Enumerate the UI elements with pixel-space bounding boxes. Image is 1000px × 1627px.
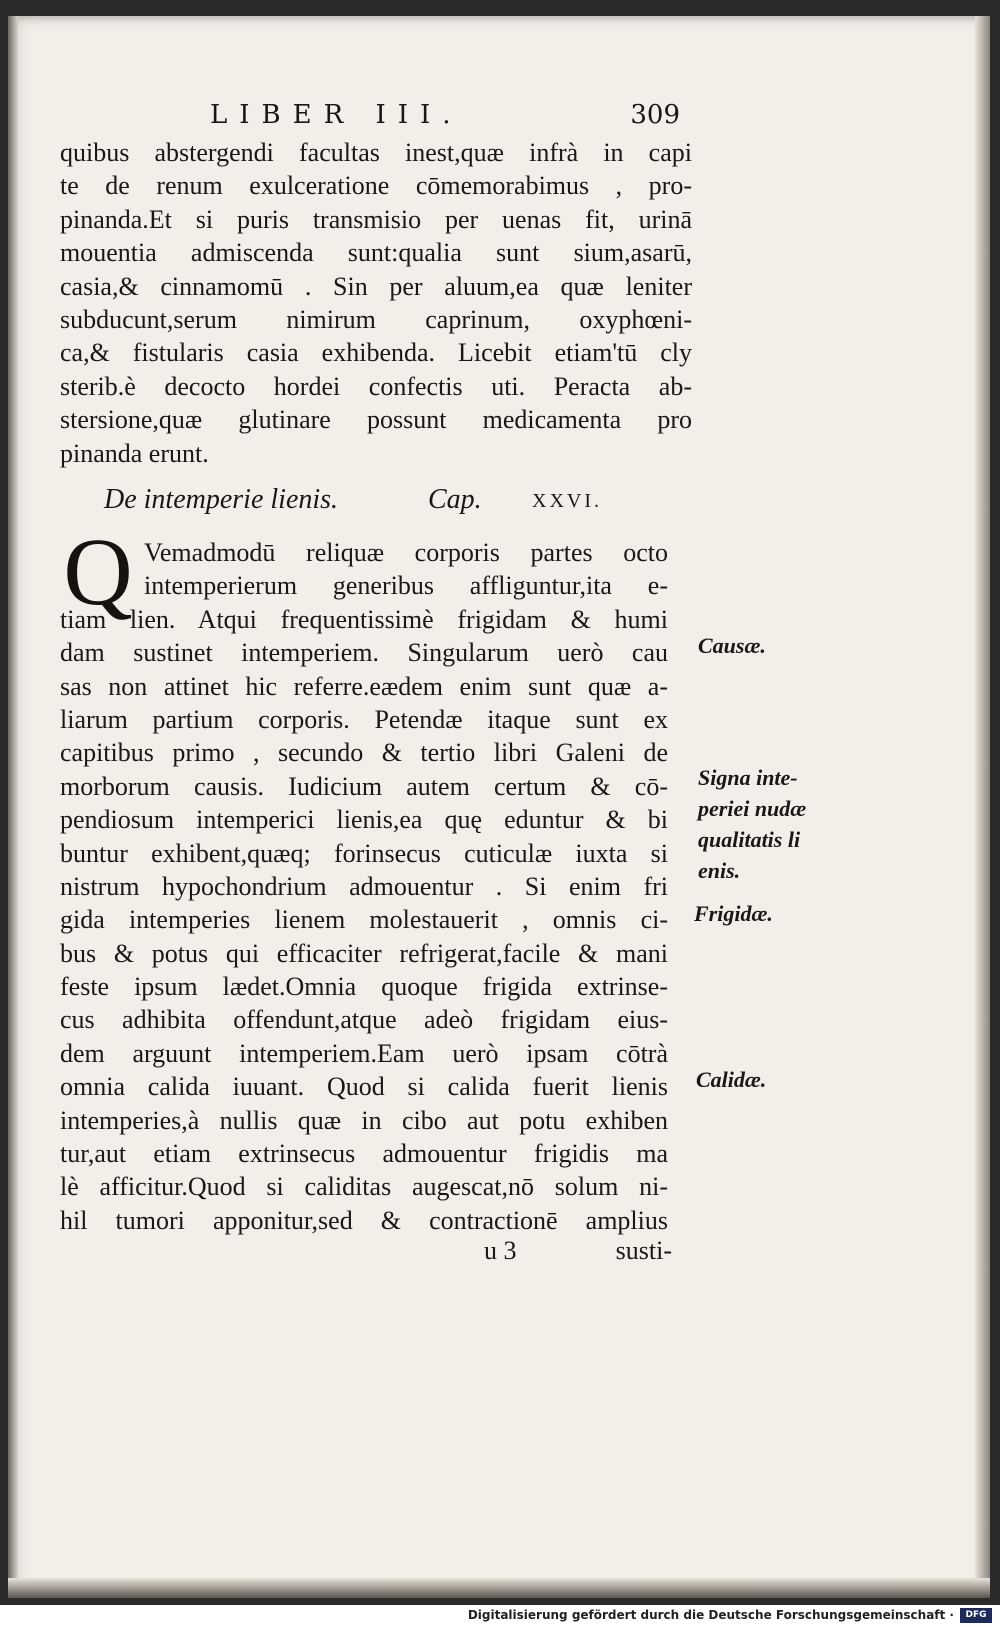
running-title: LIBER III.	[210, 100, 463, 130]
margin-note-signa	[698, 762, 806, 886]
text-line: buntur exhibent,quæq; forinsecus cuticulæ iuxta si	[60, 838, 668, 868]
margin-note-calidae: Calidæ.	[696, 1067, 767, 1092]
text-line: tur,aut etiam extrinsecus admouentur frigidis ma	[60, 1139, 668, 1169]
footer-bar	[0, 1605, 1000, 1627]
page-number: 309	[630, 100, 680, 130]
text-line: liarum partium corporis. Petendæ itaque sunt ex	[60, 704, 668, 734]
text-line: quibus abstergendi facultas inest,quæ infrà in capi	[60, 138, 692, 167]
page-edge-shadow	[975, 16, 990, 1598]
text-line: te de renum exulceratione cōmemorabimus , pro-	[60, 171, 692, 201]
decorated-initial: Q	[63, 518, 133, 625]
text-line: mouentia admiscenda sunt:qualia sunt sium,asarū,	[60, 238, 692, 268]
signature-mark: u 3	[484, 1236, 517, 1265]
text-line: hil tumori apponitur,sed & contractionē amplius	[60, 1205, 668, 1235]
page-gutter-shadow	[8, 16, 18, 1598]
margin-note-line: enis.	[698, 858, 741, 883]
footer-credit: Digitalisierung gefördert durch die Deutsche Forschungsgemeinschaft ·	[467, 1608, 954, 1622]
text-line: sterib.è decocto hordei confectis uti. Peracta ab-	[60, 371, 692, 401]
chapter-number: XXVI.	[532, 490, 602, 512]
text-line: stersione,quæ glutinare possunt medicamenta pro	[60, 405, 692, 435]
margin-note-line: Signa inte-	[698, 765, 798, 790]
text-line: pinanda.Et si puris transmisio per uenas fit, urinā	[60, 204, 692, 234]
text-line: intemperierum generibus affliguntur,ita e-	[144, 571, 668, 601]
catchword-row	[440, 1236, 672, 1268]
catchword: susti-	[615, 1236, 672, 1265]
text-line: capitibus primo , secundo & tertio libri Galeni de	[60, 738, 668, 768]
text-line: casia,& cinnamomū . Sin per aluum,ea quæ leniter	[60, 271, 692, 301]
text-line: ca,& fistularis casia exhibenda. Licebit etiam'tū cly	[60, 338, 692, 368]
text-line: sas non attinet hic referre.eædem enim sunt quæ a-	[60, 671, 668, 701]
text-line: bus & potus qui efficaciter refrigerat,facile & mani	[60, 938, 668, 968]
top-paragraph	[60, 136, 692, 470]
chapter-heading	[104, 484, 664, 524]
text-line: nistrum hypochondrium admouentur . Si enim fri	[60, 871, 668, 901]
dfg-logo-icon: DFG	[960, 1608, 992, 1623]
text-line: morborum causis. Iudicium autem certum & cō-	[60, 771, 668, 801]
margin-note-line: qualitatis li	[698, 827, 801, 852]
page-bottom-shadow	[8, 1578, 990, 1598]
chapter-body	[60, 536, 668, 1237]
text-line: gida intemperies lienem molestauerit , omnis ci-	[60, 905, 668, 935]
text-line: pendiosum intemperici lienis,ea quę eduntur & bi	[60, 805, 668, 835]
text-line: subducunt,serum nimirum caprinum, oxyphœni-	[60, 304, 692, 334]
running-head	[210, 100, 680, 134]
chapter-title: De intemperie lienis.	[104, 484, 339, 515]
chapter-cap-label: Cap.	[428, 484, 482, 515]
text-line: omnia calida iuuant. Quod si calida fuerit lienis	[60, 1072, 668, 1102]
text-line: pinanda erunt.	[60, 438, 209, 468]
text-line: feste ipsum lædet.Omnia quoque frigida extrinse-	[60, 972, 668, 1002]
margin-note-frigidae: Frigidæ.	[694, 901, 773, 926]
text-line: tiam lien. Atqui frequentissimè frigidam & humi	[60, 604, 668, 634]
text-line: dam sustinet intemperiem. Singularum uerò cau	[60, 638, 668, 668]
margin-note-line: periei nudæ	[698, 796, 807, 821]
text-line: Vemadmodū reliquæ corporis partes octo	[144, 538, 668, 567]
text-line: lè afficitur.Quod si caliditas augescat,nō solum ni-	[60, 1172, 668, 1202]
text-line: intemperies,à nullis quæ in cibo aut potu exhiben	[60, 1105, 668, 1135]
margin-note-causae: Causæ.	[698, 633, 766, 658]
text-line: cus adhibita offendunt,atque adeò frigidam eius-	[60, 1005, 668, 1035]
text-line: dem arguunt intemperiem.Eam uerò ipsam cōtrà	[60, 1038, 668, 1068]
